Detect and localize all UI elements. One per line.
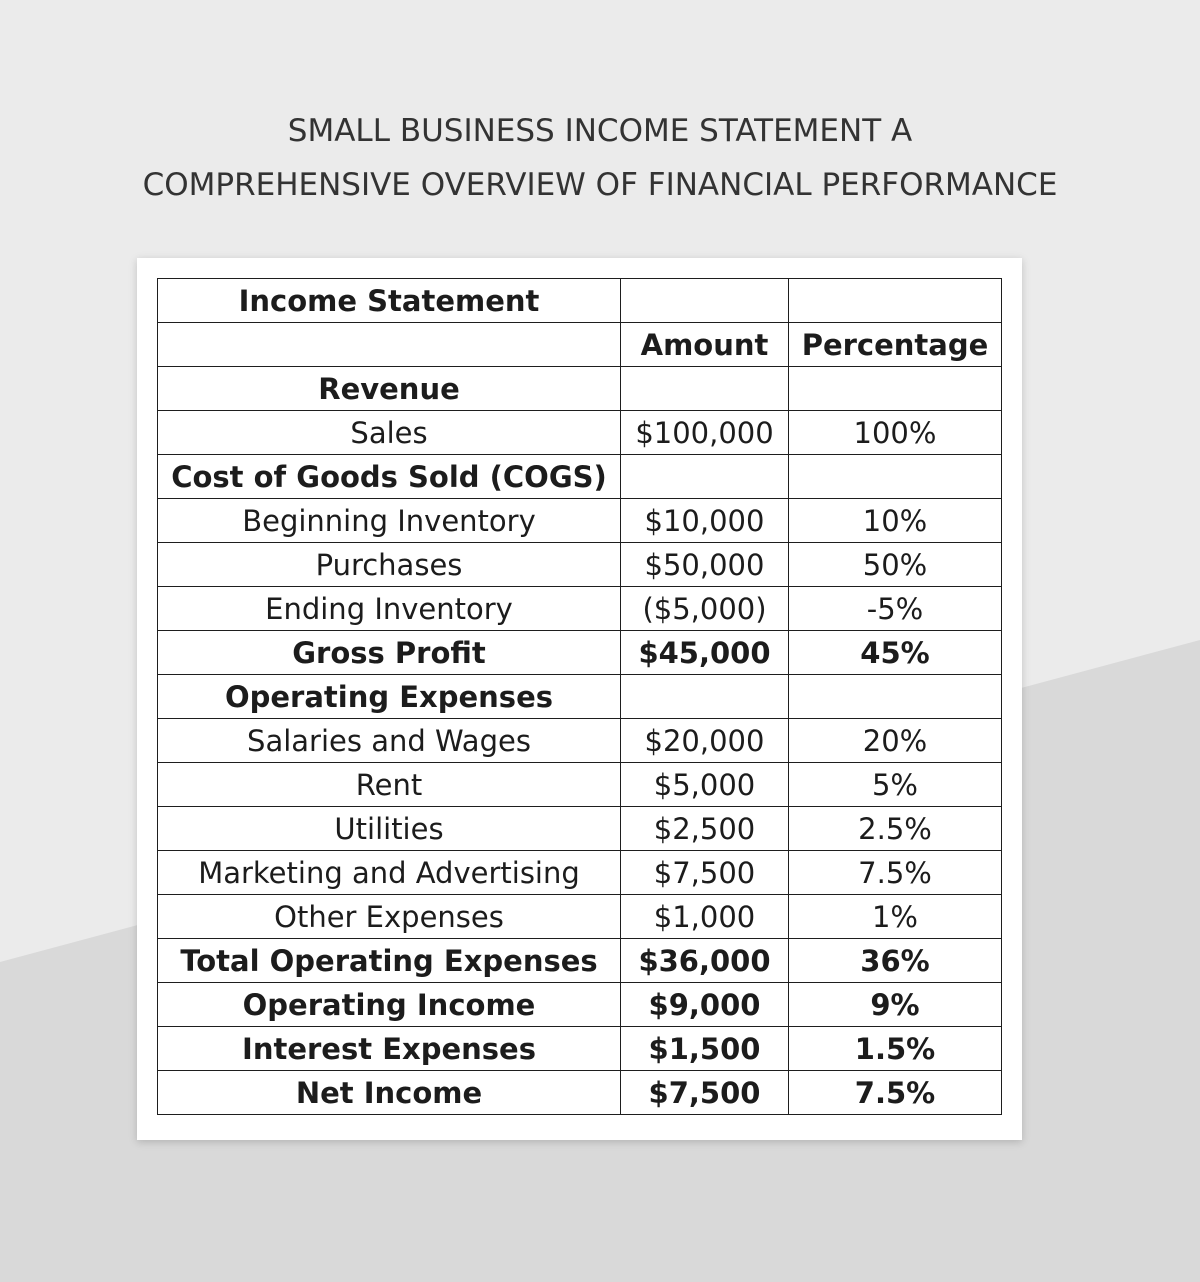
- row-label-cell: Cost of Goods Sold (COGS): [158, 455, 621, 499]
- amount-cell: [621, 367, 789, 411]
- amount-cell: $5,000: [621, 763, 789, 807]
- percentage-cell: 100%: [789, 411, 1002, 455]
- amount-cell: $2,500: [621, 807, 789, 851]
- row-label-cell: Utilities: [158, 807, 621, 851]
- amount-cell: $45,000: [621, 631, 789, 675]
- amount-cell: $100,000: [621, 411, 789, 455]
- row-label-cell: Interest Expenses: [158, 1027, 621, 1071]
- percentage-cell: 45%: [789, 631, 1002, 675]
- row-label-cell: Rent: [158, 763, 621, 807]
- amount-cell: [621, 455, 789, 499]
- row-label-cell: Ending Inventory: [158, 587, 621, 631]
- percentage-cell: 50%: [789, 543, 1002, 587]
- amount-cell: $9,000: [621, 983, 789, 1027]
- row-label-cell: Marketing and Advertising: [158, 851, 621, 895]
- row-label-cell: [158, 323, 621, 367]
- table-row: [158, 895, 1002, 939]
- percentage-cell: [789, 675, 1002, 719]
- page-title: [0, 104, 1200, 212]
- page-title-line-2: COMPREHENSIVE OVERVIEW OF FINANCIAL PERFORMANCE: [142, 167, 1058, 203]
- table-row: [158, 983, 1002, 1027]
- row-label-cell: Beginning Inventory: [158, 499, 621, 543]
- table-row: [158, 1071, 1002, 1115]
- percentage-cell: -5%: [789, 587, 1002, 631]
- row-label-cell: Gross Profit: [158, 631, 621, 675]
- table-row: [158, 631, 1002, 675]
- percentage-cell: 7.5%: [789, 1071, 1002, 1115]
- row-label-cell: Operating Income: [158, 983, 621, 1027]
- row-label-cell: Sales: [158, 411, 621, 455]
- income-statement-sheet: [137, 258, 1022, 1140]
- table-row: [158, 455, 1002, 499]
- percentage-cell: 20%: [789, 719, 1002, 763]
- table-row: [158, 807, 1002, 851]
- row-label-cell: Income Statement: [158, 279, 621, 323]
- amount-cell: ($5,000): [621, 587, 789, 631]
- amount-cell: [621, 279, 789, 323]
- percentage-cell: [789, 367, 1002, 411]
- table-row: [158, 499, 1002, 543]
- percentage-cell: [789, 279, 1002, 323]
- amount-cell: $36,000: [621, 939, 789, 983]
- table-row: [158, 587, 1002, 631]
- amount-cell: $50,000: [621, 543, 789, 587]
- table-row: [158, 675, 1002, 719]
- percentage-cell: Percentage: [789, 323, 1002, 367]
- amount-cell: $20,000: [621, 719, 789, 763]
- page-title-line-1: SMALL BUSINESS INCOME STATEMENT A: [287, 113, 913, 149]
- table-row: [158, 719, 1002, 763]
- percentage-cell: 2.5%: [789, 807, 1002, 851]
- percentage-cell: [789, 455, 1002, 499]
- row-label-cell: Total Operating Expenses: [158, 939, 621, 983]
- percentage-cell: 1.5%: [789, 1027, 1002, 1071]
- amount-cell: [621, 675, 789, 719]
- row-label-cell: Purchases: [158, 543, 621, 587]
- percentage-cell: 7.5%: [789, 851, 1002, 895]
- row-label-cell: Revenue: [158, 367, 621, 411]
- percentage-cell: 9%: [789, 983, 1002, 1027]
- amount-cell: Amount: [621, 323, 789, 367]
- row-label-cell: Operating Expenses: [158, 675, 621, 719]
- table-row: [158, 939, 1002, 983]
- table-row: [158, 1027, 1002, 1071]
- amount-cell: $7,500: [621, 851, 789, 895]
- row-label-cell: Other Expenses: [158, 895, 621, 939]
- table-row: [158, 279, 1002, 323]
- table-row: [158, 411, 1002, 455]
- table-row: [158, 323, 1002, 367]
- amount-cell: $1,000: [621, 895, 789, 939]
- income-statement-table: [157, 278, 1002, 1115]
- amount-cell: $10,000: [621, 499, 789, 543]
- table-row: [158, 367, 1002, 411]
- table-row: [158, 543, 1002, 587]
- amount-cell: $7,500: [621, 1071, 789, 1115]
- percentage-cell: 5%: [789, 763, 1002, 807]
- amount-cell: $1,500: [621, 1027, 789, 1071]
- percentage-cell: 1%: [789, 895, 1002, 939]
- percentage-cell: 36%: [789, 939, 1002, 983]
- table-row: [158, 763, 1002, 807]
- income-statement-table-body: [158, 279, 1002, 1115]
- percentage-cell: 10%: [789, 499, 1002, 543]
- row-label-cell: Net Income: [158, 1071, 621, 1115]
- row-label-cell: Salaries and Wages: [158, 719, 621, 763]
- table-row: [158, 851, 1002, 895]
